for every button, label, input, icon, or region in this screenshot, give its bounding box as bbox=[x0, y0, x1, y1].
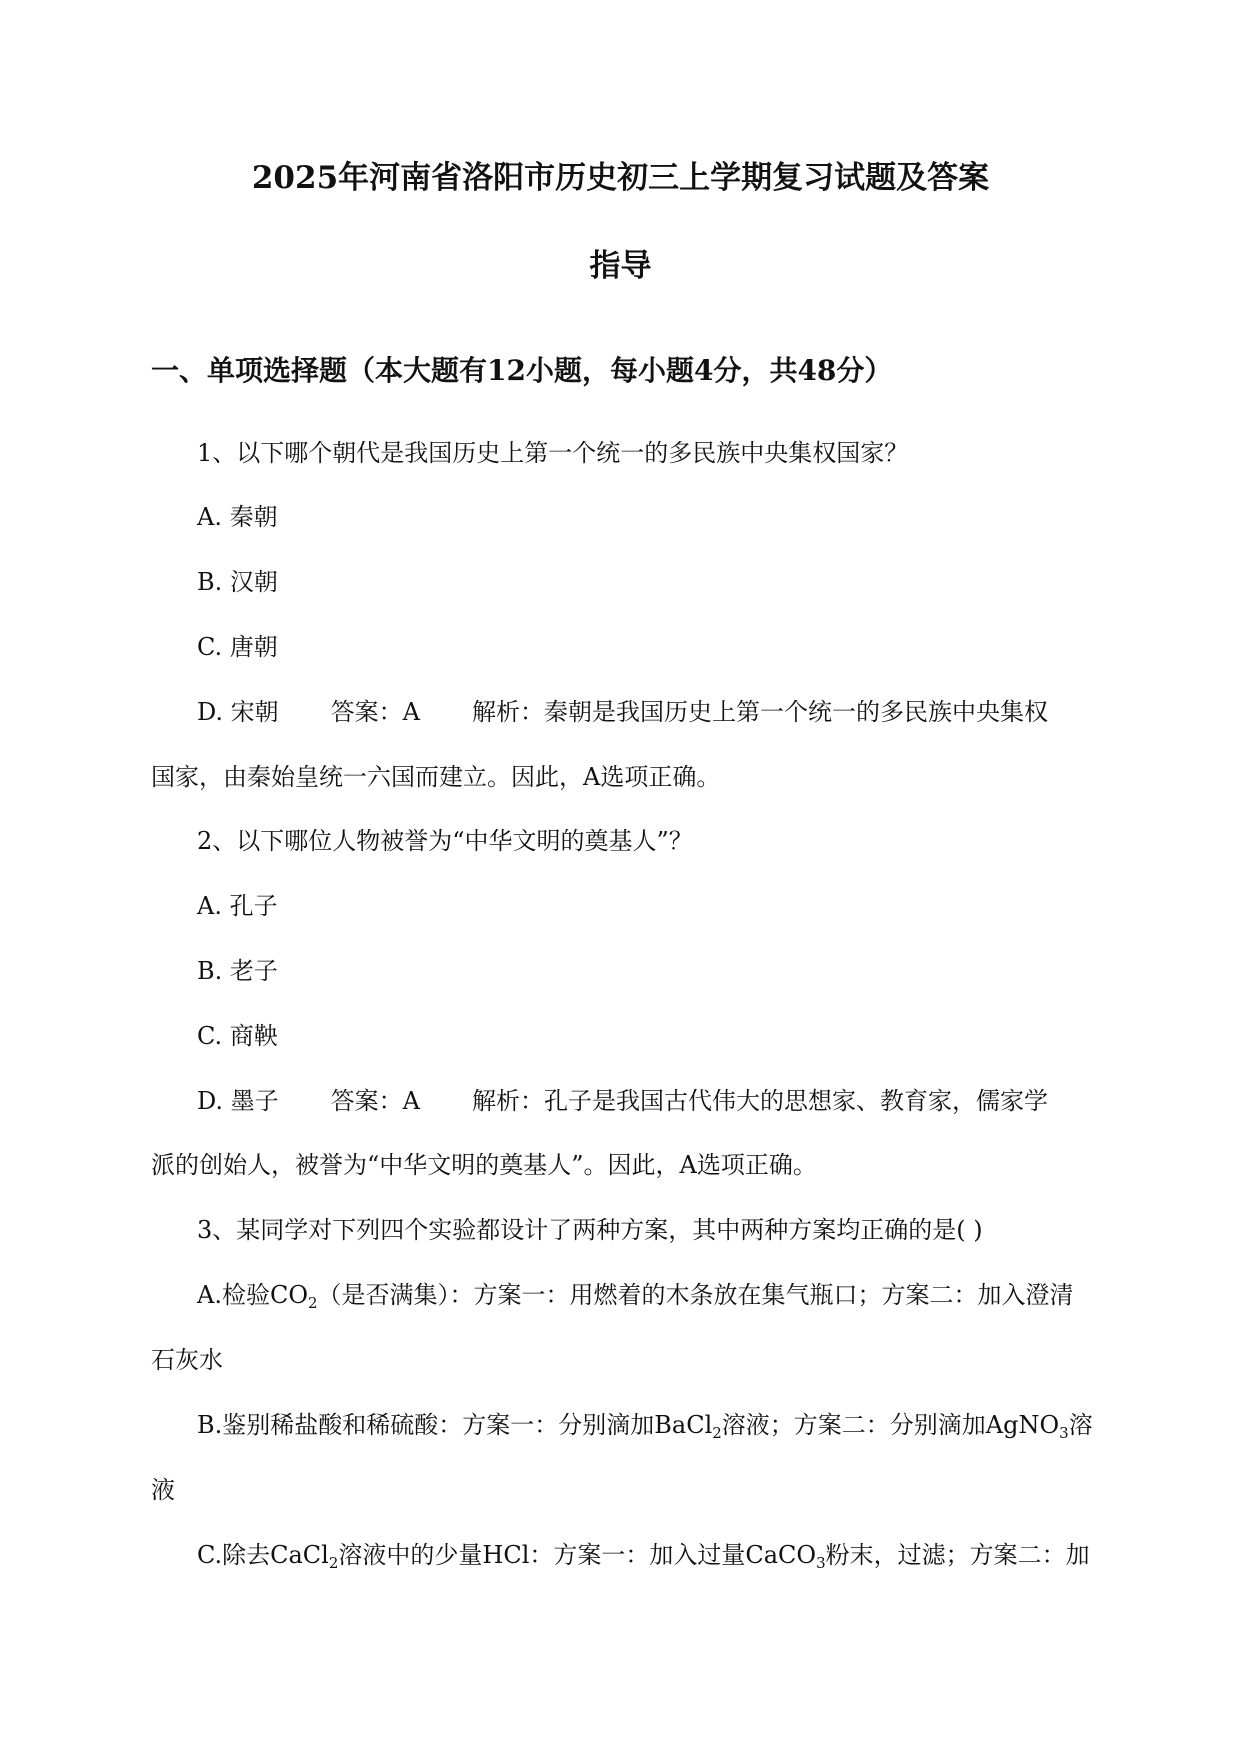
question-1-analysis: 解析：秦朝是我国历史上第一个统一的多民族中央集权 bbox=[472, 698, 1048, 726]
subscript: 3 bbox=[1059, 1424, 1069, 1442]
question-3-option-b bbox=[197, 1410, 1093, 1440]
option-a-text-cont: （是否满集）：方案一：用燃着的木条放在集气瓶口；方案二：加入澄清 bbox=[317, 1281, 1074, 1309]
option-b-text-mid: 溶液；方案二：分别滴加AgNO bbox=[721, 1411, 1060, 1439]
question-1-option-a: A. 秦朝 bbox=[197, 503, 278, 531]
question-2-stem: 2、以下哪位人物被誉为“中华文明的奠基人”？ bbox=[197, 827, 693, 855]
option-c-text-end: 粉末，过滤；方案二：加 bbox=[825, 1541, 1090, 1569]
question-2-answer: 答案：A bbox=[330, 1087, 420, 1115]
question-2-analysis: 解析：孔子是我国古代伟大的思想家、教育家，儒家学 bbox=[472, 1087, 1048, 1115]
question-2-option-d: D. 墨子 bbox=[197, 1087, 279, 1115]
question-2-analysis-cont: 派的创始人，被誉为“中华文明的奠基人”。因此，A选项正确。 bbox=[151, 1151, 817, 1179]
question-2-option-d-row bbox=[197, 1086, 1048, 1116]
question-3-stem: 3、某同学对下列四个实验都设计了两种方案，其中两种方案均正确的是( ) bbox=[197, 1216, 983, 1244]
question-1-option-d: D. 宋朝 bbox=[197, 698, 279, 726]
option-b-text-end: 溶 bbox=[1068, 1411, 1093, 1439]
question-3-option-a bbox=[197, 1280, 1074, 1310]
option-c-text-mid: 溶液中的少量HCl：方案一：加入过量CaCO bbox=[338, 1541, 817, 1569]
question-3-option-a-wrap: 石灰水 bbox=[151, 1346, 223, 1374]
section-heading: 一、单项选择题（本大题有12小题，每小题4分，共48分） bbox=[151, 354, 893, 387]
document-title-line2: 指导 bbox=[589, 248, 652, 284]
question-1-option-b: B. 汉朝 bbox=[197, 568, 278, 596]
question-1-analysis-cont: 国家，由秦始皇统一六国而建立。因此，A选项正确。 bbox=[151, 763, 721, 791]
subscript: 3 bbox=[816, 1554, 826, 1572]
question-2-option-c: C. 商鞅 bbox=[197, 1022, 278, 1050]
option-c-text: C.除去CaCl bbox=[197, 1541, 329, 1569]
question-2-option-b: B. 老子 bbox=[197, 957, 278, 985]
subscript: 2 bbox=[308, 1294, 318, 1312]
question-1-stem: 1、以下哪个朝代是我国历史上第一个统一的多民族中央集权国家？ bbox=[197, 439, 909, 467]
option-b-text: B.鉴别稀盐酸和稀硫酸：方案一：分别滴加BaCl bbox=[197, 1411, 713, 1439]
document-title-line1: 2025年河南省洛阳市历史初三上学期复习试题及答案 bbox=[251, 160, 990, 196]
question-2-option-a: A. 孔子 bbox=[197, 892, 278, 920]
subscript: 2 bbox=[328, 1554, 339, 1572]
question-3-option-c bbox=[197, 1540, 1090, 1570]
question-1-option-d-row bbox=[197, 697, 1048, 727]
question-1-option-c: C. 唐朝 bbox=[197, 633, 278, 661]
question-1-answer: 答案：A bbox=[330, 698, 420, 726]
question-3-option-b-wrap: 液 bbox=[151, 1476, 175, 1504]
subscript: 2 bbox=[712, 1424, 722, 1442]
option-a-text: A.检验CO bbox=[197, 1281, 308, 1309]
